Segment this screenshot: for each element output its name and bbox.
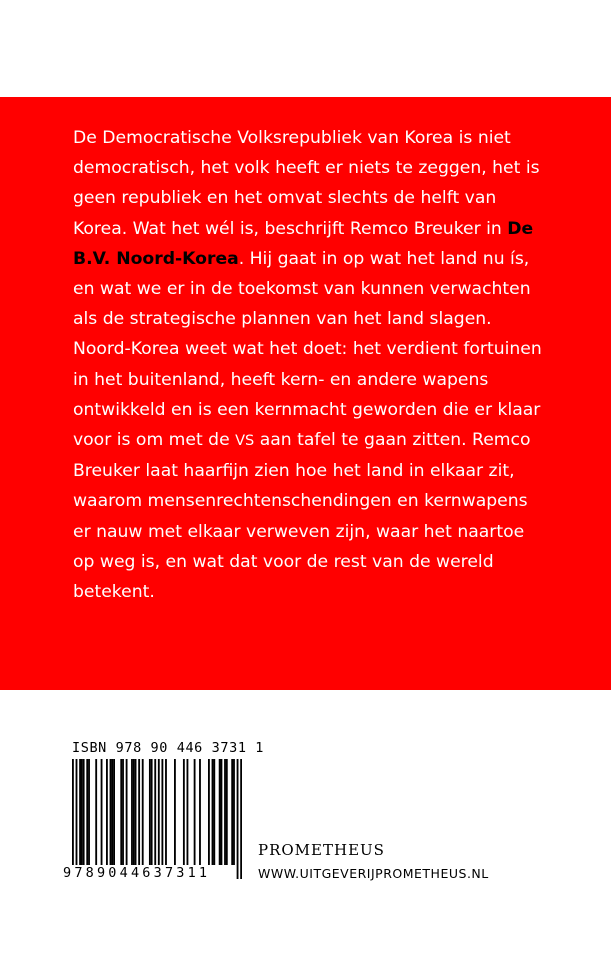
barcode-bar <box>126 759 128 865</box>
back-cover-blurb <box>73 123 543 607</box>
barcode-bar <box>224 759 226 865</box>
publisher-url[interactable]: WWW.UITGEVERIJPROMETHEUS.NL <box>258 866 489 881</box>
barcode-bar <box>174 759 176 865</box>
barcode-bar <box>95 759 97 865</box>
barcode-bar <box>86 759 88 865</box>
barcode-bar <box>226 759 228 865</box>
barcode-bar <box>133 759 135 865</box>
barcode-bar <box>149 759 151 865</box>
barcode-bar <box>142 759 144 865</box>
ean-digits: 9789044637311 <box>63 865 211 881</box>
barcode-bar <box>151 759 153 865</box>
barcode-bar <box>213 759 215 865</box>
barcode-bars <box>72 759 242 879</box>
barcode-bar <box>161 759 163 865</box>
barcode-bar <box>83 759 85 865</box>
barcode-bar <box>208 759 210 865</box>
barcode-bar <box>79 759 81 865</box>
blurb-abbrev-vs: VS <box>235 433 255 450</box>
barcode-bar <box>81 759 83 865</box>
blurb-text-part-2: . Hij gaat in op wat het land nu ís, en wat we er in de toekomst van kunnen verwachten als de strategische plannen van het land slagen. Noord-Korea weet wat het doet: het verdient fortuinen in het buitenland, heeft kern- en andere wapens ontwikkeld en is een kernmacht geworden die er klaar voor is om met de <box>73 248 542 451</box>
barcode-bar <box>237 759 239 879</box>
isbn-label: ISBN 978 90 446 3731 1 <box>72 740 265 756</box>
barcode-bar <box>135 759 137 865</box>
barcode-bar <box>138 759 140 865</box>
barcode-bar <box>158 759 160 879</box>
barcode-bar <box>219 759 221 865</box>
barcode-bar <box>183 759 185 865</box>
book-title: De B.V. Noord-Korea <box>73 218 534 269</box>
barcode-bar <box>76 759 78 879</box>
barcode-bar <box>165 759 167 865</box>
publisher-logo: PROMETHEUS <box>258 841 385 859</box>
barcode-bar <box>154 759 156 879</box>
barcode-bar <box>122 759 124 865</box>
blurb-text-part-3: aan tafel te gaan zitten. Remco Breuker laat haarfijn zien hoe het land in elkaar zit, waarom mensenrechtenschendingen en kernwapens er nauw met elkaar verweven zijn, waar het naartoe op weg is, en wat dat voor de rest van de wereld betekent. <box>73 430 531 603</box>
barcode-bar <box>131 759 133 865</box>
barcode-bar <box>231 759 233 865</box>
barcode-bar <box>187 759 189 865</box>
barcode-bar <box>72 759 74 879</box>
barcode-bar <box>111 759 113 865</box>
barcode-bar <box>88 759 90 865</box>
barcode-block <box>63 740 265 900</box>
barcode-bar <box>233 759 235 865</box>
barcode-bar <box>194 759 196 865</box>
barcode-bar <box>199 759 201 865</box>
barcode-bar <box>110 759 112 865</box>
barcode-bar <box>106 759 108 865</box>
barcode-bar <box>101 759 103 865</box>
barcode-bar <box>113 759 115 865</box>
barcode-bar <box>221 759 223 865</box>
barcode-bar <box>212 759 214 865</box>
blurb-text-part-1: De Democratische Volksrepubliek van Korea is niet democratisch, het volk heeft er niets te zeggen, het is geen republiek en het omvat slechts de helft van Korea. Wat het wél is, beschrijft Remco Breuker in <box>73 128 540 239</box>
barcode-bar <box>240 759 242 879</box>
barcode-bar <box>120 759 122 865</box>
